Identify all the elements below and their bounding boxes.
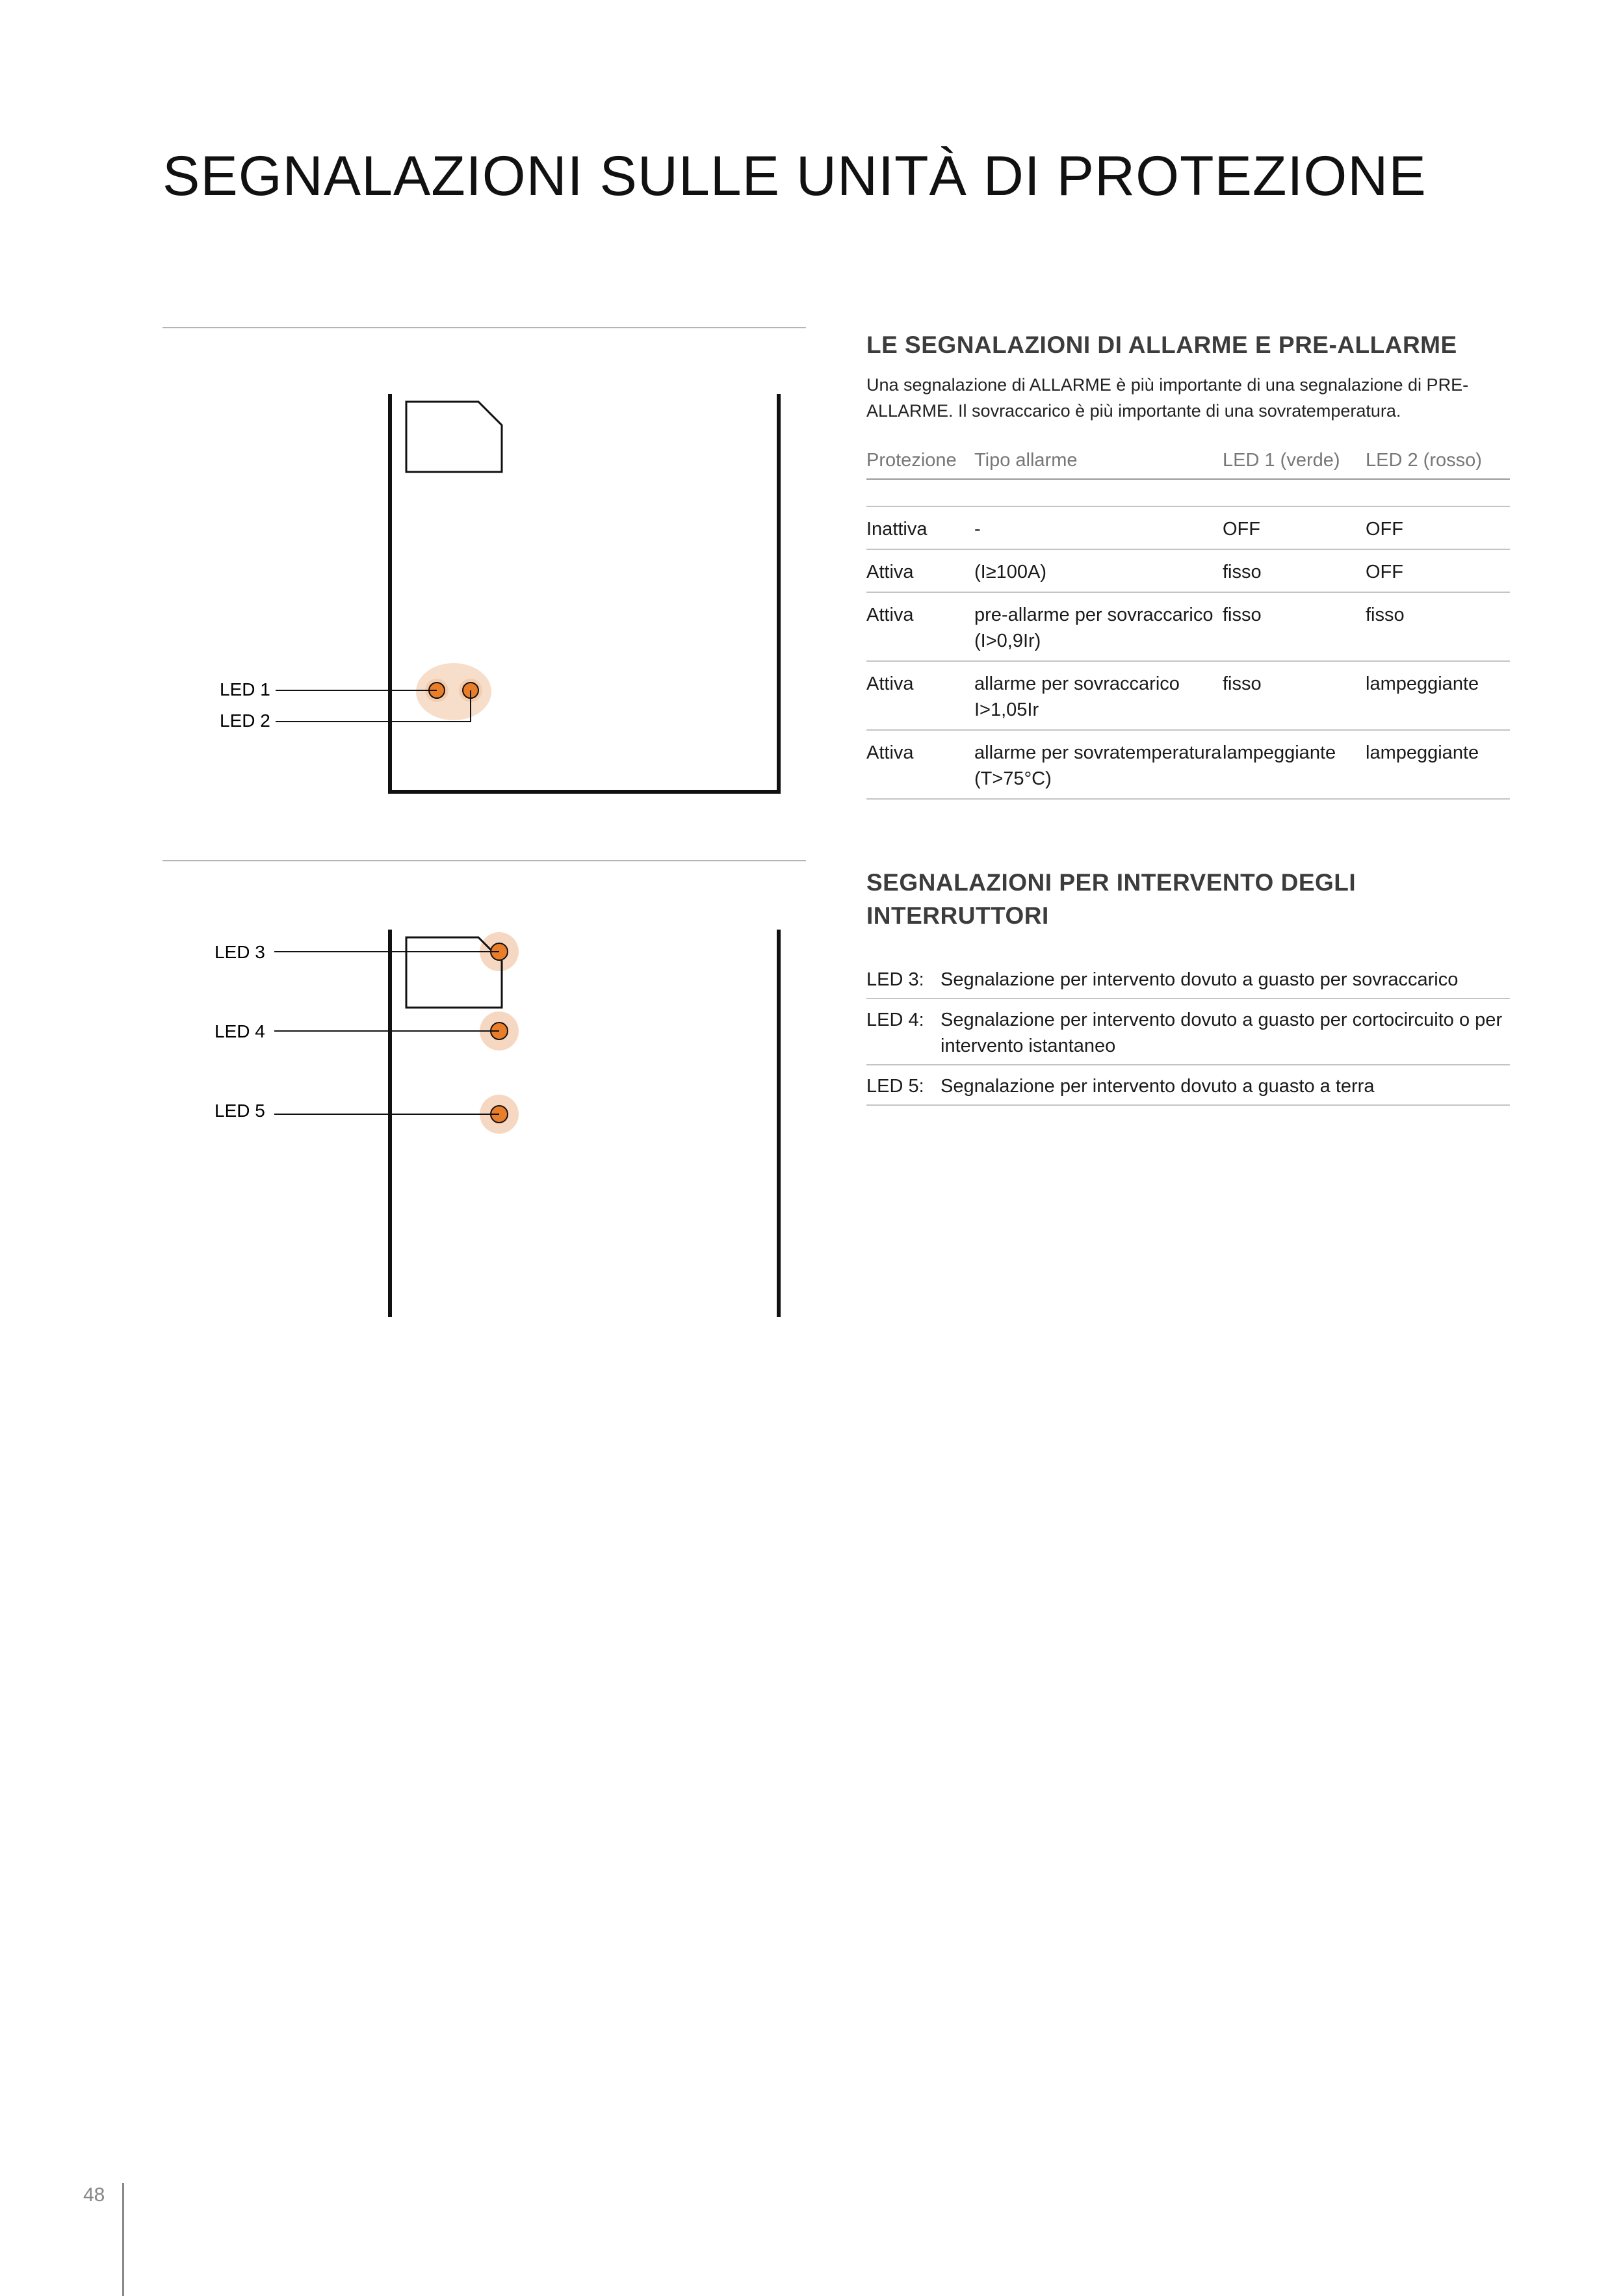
alarm-section-heading: LE SEGNALAZIONI DI ALLARME E PRE-ALLARME xyxy=(866,332,1457,358)
cell-led2: lampeggiante xyxy=(1366,673,1479,694)
table-row xyxy=(866,662,1510,731)
cell-tipo-line: (I≥100A) xyxy=(974,562,1047,582)
panel-frame xyxy=(390,394,779,792)
led5-callout: LED 5 xyxy=(214,1101,265,1121)
table-row xyxy=(866,550,1510,593)
diagram-svg xyxy=(195,920,806,1317)
header-protezione: Protezione xyxy=(866,449,957,471)
header-tipo-allarme: Tipo allarme xyxy=(974,449,1078,471)
cell-protezione: Attiva xyxy=(866,562,914,582)
idn-module xyxy=(406,402,502,472)
table-header xyxy=(866,442,1510,480)
list-item xyxy=(866,1065,1510,1106)
led1-callout: LED 1 xyxy=(220,679,270,699)
diagram-svg xyxy=(195,384,806,800)
cell-tipo-line: allarme per sovraccarico xyxy=(974,673,1180,694)
cell-tipo-line: allarme per sovratemperatura xyxy=(974,742,1222,763)
cell-tipo xyxy=(974,559,1223,585)
cell-protezione: Attiva xyxy=(866,673,914,694)
cell-led2: OFF xyxy=(1366,562,1403,582)
cell-led1: OFF xyxy=(1223,519,1260,540)
led-description xyxy=(941,1073,1510,1099)
panel-frame xyxy=(390,930,779,1317)
panel-1 xyxy=(390,394,779,792)
cell-tipo-line: pre-allarme per sovraccarico xyxy=(974,605,1214,625)
table-row xyxy=(866,507,1510,550)
page-number: 48 xyxy=(83,2184,105,2206)
alarm-intro-line: ALLARME. Il sovraccarico è più importante di una sovratemperatura. xyxy=(866,401,1401,421)
diagram-led3-led5 xyxy=(195,920,806,1320)
led-code: LED 4: xyxy=(866,1010,924,1030)
header-led1: LED 1 (verde) xyxy=(1223,449,1340,471)
divider-top xyxy=(162,327,806,328)
page-title: SEGNALAZIONI SULLE UNITÀ DI PROTEZIONE xyxy=(162,145,1427,207)
trip-heading-line: SEGNALAZIONI PER INTERVENTO DEGLI xyxy=(866,869,1357,896)
cell-led1: fisso xyxy=(1223,562,1262,582)
led-description xyxy=(941,1007,1510,1059)
alarm-intro-line: Una segnalazione di ALLARME è più importante di una segnalazione di PRE- xyxy=(866,375,1469,395)
trip-led-list xyxy=(866,959,1510,1106)
alarm-table xyxy=(866,442,1510,800)
led4-callout: LED 4 xyxy=(214,1021,265,1041)
cell-tipo-line: (I>0,9Ir) xyxy=(974,631,1041,651)
cell-protezione: Attiva xyxy=(866,605,914,625)
list-item xyxy=(866,959,1510,999)
led-code: LED 3: xyxy=(866,969,924,990)
trip-heading-line: INTERRUTTORI xyxy=(866,902,1049,929)
list-item xyxy=(866,999,1510,1065)
cell-tipo-line: I>1,05Ir xyxy=(974,699,1039,720)
table-row xyxy=(866,593,1510,662)
cell-tipo xyxy=(974,516,1223,542)
led-code: LED 5: xyxy=(866,1076,924,1097)
header-led2: LED 2 (rosso) xyxy=(1366,449,1482,471)
trip-section-heading xyxy=(866,866,1516,932)
cell-protezione: Attiva xyxy=(866,742,914,763)
cell-tipo-line: - xyxy=(974,519,981,540)
alarm-intro xyxy=(866,372,1516,424)
table-spacer xyxy=(866,480,1510,507)
led-glow xyxy=(416,663,491,720)
cell-tipo-line: (T>75°C) xyxy=(974,768,1052,789)
diagram-led1-led2 xyxy=(195,384,806,803)
panel-2 xyxy=(390,930,779,1317)
cell-tipo xyxy=(974,671,1223,723)
led-description-line: Segnalazione per intervento dovuto a guasto a terra xyxy=(941,1076,1375,1097)
page-number-bar xyxy=(122,2183,124,2296)
cell-protezione: Inattiva xyxy=(866,519,928,540)
cell-led2: OFF xyxy=(1366,519,1403,540)
cell-led2: lampeggiante xyxy=(1366,742,1479,763)
cell-led1: fisso xyxy=(1223,605,1262,625)
table-row xyxy=(866,731,1510,800)
cell-led1: lampeggiante xyxy=(1223,742,1336,763)
divider-middle xyxy=(162,860,806,861)
led3-callout: LED 3 xyxy=(214,942,265,962)
led-description-line: Segnalazione per intervento dovuto a guasto per sovraccarico xyxy=(941,969,1459,990)
cell-tipo xyxy=(974,740,1223,792)
led-description xyxy=(941,967,1510,993)
cell-tipo xyxy=(974,602,1223,654)
led-description-line: intervento istantaneo xyxy=(941,1036,1116,1056)
led-description-line: Segnalazione per intervento dovuto a guasto per cortocircuito o per xyxy=(941,1010,1503,1030)
cell-led1: fisso xyxy=(1223,673,1262,694)
led2-callout: LED 2 xyxy=(220,711,270,731)
cell-led2: fisso xyxy=(1366,605,1405,625)
